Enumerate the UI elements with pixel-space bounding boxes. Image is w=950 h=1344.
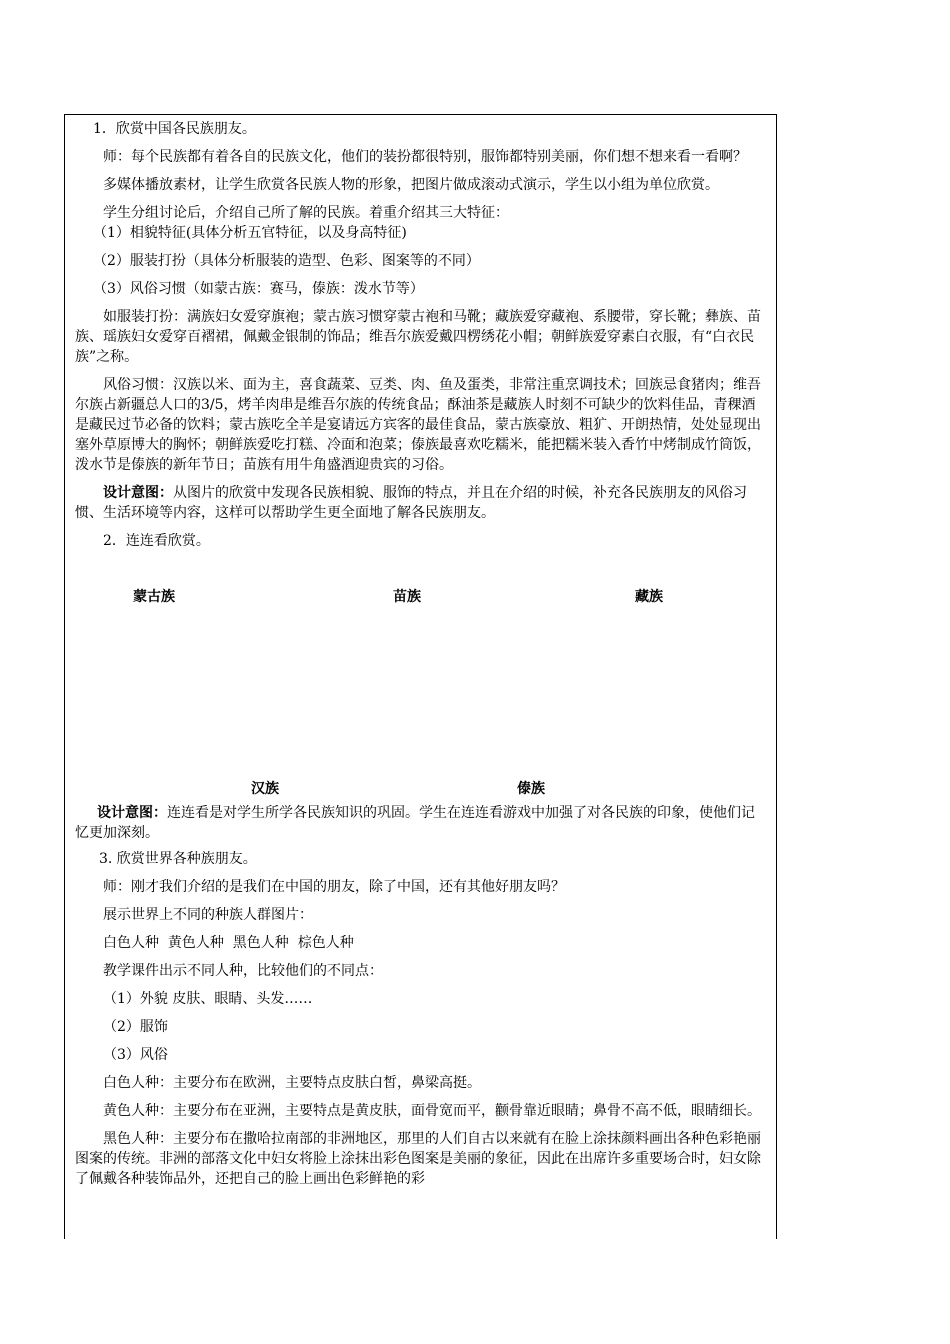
design-intent-label: 设计意图： [103, 485, 173, 501]
teacher-question-2: 师：刚才我们介绍的是我们在中国的朋友，除了中国，还有其他好朋友吗？ [103, 879, 565, 895]
feature-item-2: （2）服装打扮（具体分析服装的造型、色彩、图案等的不同） [93, 253, 480, 269]
feature-item-1: （1）相貌特征(具体分析五官特征，以及身高特征) [93, 225, 407, 241]
section1-title: 1．欣赏中国各民族朋友。 [93, 121, 256, 137]
matching-game-bottom-row [75, 777, 767, 803]
group-discussion-paragraph: 学生分组讨论后，介绍自己所了解的民族。着重介绍其三大特征： [103, 205, 509, 221]
design-intent-text: 连连看是对学生所学各民族知识的巩固。学生在连连看游戏中加强了对各民族的印象，使他们记忆更加深刻。 [75, 805, 755, 841]
compare-item-2: （2）服饰 [103, 1019, 168, 1035]
ethnic-name-miao: 苗族 [393, 589, 421, 605]
courseware-paragraph: 教学课件出示不同人种，比较他们的不同点： [103, 963, 383, 979]
multimedia-paragraph: 多媒体播放素材，让学生欣赏各民族人物的形象，把图片做成滚动式演示，学生以小组为单位欣赏。 [103, 177, 719, 193]
lesson-content [75, 119, 767, 1189]
ethnic-name-han: 汉族 [251, 781, 279, 797]
ethnic-name-dai: 傣族 [517, 781, 545, 797]
ethnic-name-mongol: 蒙古族 [133, 589, 175, 605]
white-race-paragraph: 白色人种：主要分布在欧洲，主要特点皮肤白皙，鼻梁高挺。 [103, 1075, 481, 1091]
feature-item-3: （3）风俗习惯（如蒙古族：赛马，傣族：泼水节等） [93, 281, 424, 297]
yellow-race-paragraph: 黄色人种：主要分布在亚洲，主要特点是黄皮肤，面骨宽而平，颧骨靠近眼睛；鼻骨不高不低，眼睛细长。 [103, 1103, 761, 1119]
section3-title: 3. 欣赏世界各种族朋友。 [99, 851, 257, 867]
matching-game-top-row [75, 551, 767, 777]
design-intent-1 [75, 483, 767, 523]
section2-title: 2．连连看欣赏。 [103, 533, 210, 549]
design-intent-label: 设计意图： [97, 805, 167, 821]
ethnic-name-tibetan: 藏族 [635, 589, 663, 605]
show-races-paragraph: 展示世界上不同的种族人群图片： [103, 907, 313, 923]
lesson-plan-table [64, 114, 777, 1239]
customs-paragraph: 风俗习惯：汉族以米、面为主，喜食蔬菜、豆类、肉、鱼及蛋类，非常注重烹调技术；回族忌食猪肉；维吾尔族占新疆总人口的3/5，烤羊肉串是维吾尔族的传统食品；酥油茶是藏族人时刻不可缺少的饮料佳品，青稞酒是藏民过节必备的饮料；蒙古族吃全羊是宴请远方宾客的最佳食品，蒙古族豪放、粗犷、开朗热情，处处显现出塞外草原博大的胸怀；朝鲜族爱吃打糕、冷面和泡菜；傣族最喜欢吃糯米，能把糯米装入香竹中烤制成竹筒饭，泼水节是傣族的新年节日；苗族有用牛角盛酒迎贵宾的习俗。 [75, 377, 761, 473]
compare-item-1: （1）外貌 皮肤、眼睛、头发…… [103, 991, 313, 1007]
teacher-question-1: 师：每个民族都有着各自的民族文化，他们的装扮都很特别，服饰都特别美丽，你们想不想来看一看啊？ [103, 149, 747, 165]
design-intent-text: 从图片的欣赏中发现各民族相貌、服饰的特点，并且在介绍的时候，补充各民族朋友的风俗习惯、生活环境等内容，这样可以帮助学生更全面地了解各民族朋友。 [75, 485, 747, 521]
black-race-paragraph: 黑色人种：主要分布在撒哈拉南部的非洲地区，那里的人们自古以来就有在脸上涂抹颜料画出各种色彩艳丽图案的传统。非洲的部落文化中妇女将脸上涂抹出彩色图案是美丽的象征，因此在出席许多重要场合时，妇女除了佩戴各种装饰品外，还把自己的脸上画出色彩鲜艳的彩 [75, 1131, 761, 1187]
design-intent-2 [75, 803, 767, 843]
compare-item-3: （3）风俗 [103, 1047, 168, 1063]
clothing-paragraph: 如服装打扮：满族妇女爱穿旗袍；蒙古族习惯穿蒙古袍和马靴；藏族爱穿藏袍、系腰带，穿长靴；彝族、苗族、瑶族妇女爱穿百褶裙，佩戴金银制的饰品；维吾尔族爱戴四楞绣花小帽；朝鲜族爱穿素白衣服，有“白衣民族”之称。 [75, 309, 761, 365]
races-list: 白色人种 黄色人种 黑色人种 棕色人种 [103, 935, 354, 951]
